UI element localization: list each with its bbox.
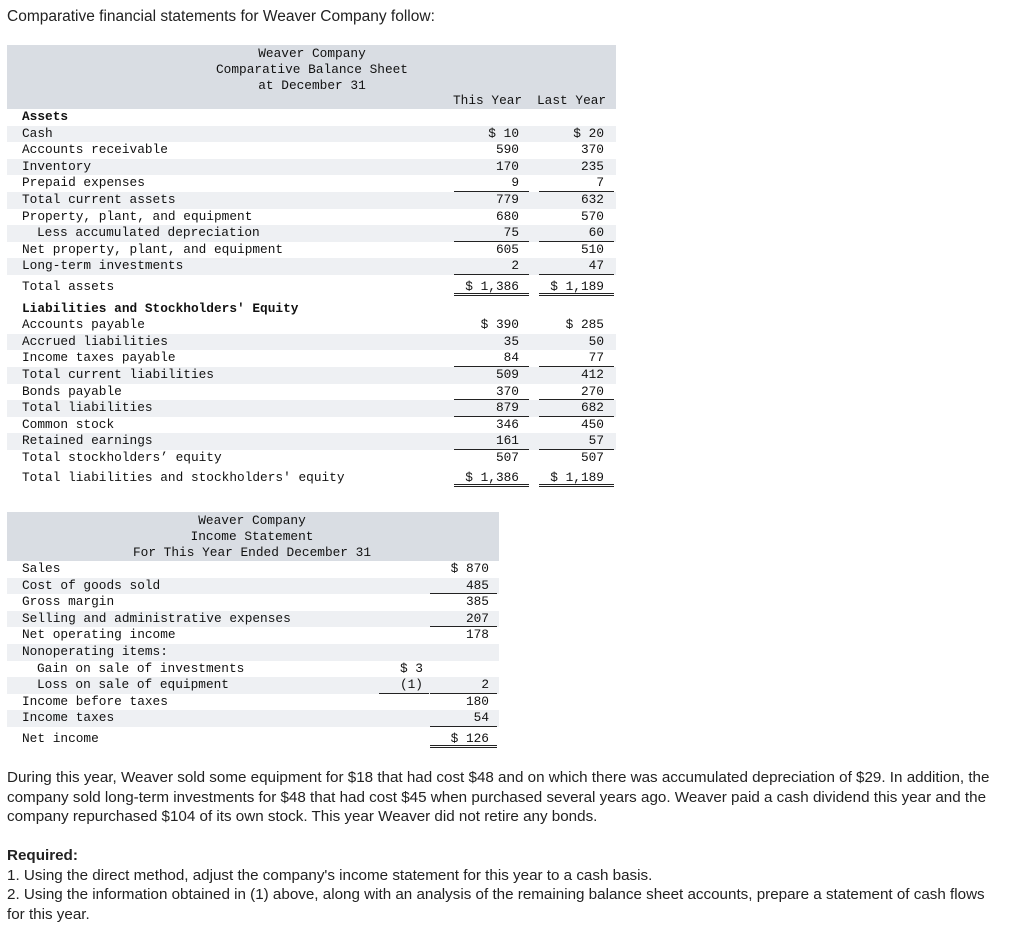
amount-value: 2 <box>430 677 497 694</box>
income-statement-header <box>7 512 499 561</box>
row-label: Total current liabilities <box>22 366 214 382</box>
this-year-value: 2 <box>454 258 529 275</box>
last-year-value: 235 <box>580 158 604 174</box>
table-row <box>7 450 616 467</box>
this-year-value: $ 10 <box>488 125 519 141</box>
table-row <box>7 578 499 595</box>
row-label: Cash <box>22 125 53 141</box>
subtotal-value: (1) <box>379 677 429 694</box>
table-row <box>7 594 499 611</box>
row-label: Net property, plant, and equipment <box>22 241 284 257</box>
last-year-value: 632 <box>580 191 604 207</box>
this-year-value: 779 <box>495 191 519 207</box>
subtotal-value <box>379 594 429 611</box>
subtotal-value <box>379 561 429 578</box>
required-section <box>7 846 992 924</box>
this-year-value: 75 <box>454 225 529 242</box>
balance-sheet-body <box>7 109 616 487</box>
row-label: Bonds payable <box>22 383 122 399</box>
last-year-value: $ 20 <box>573 125 604 141</box>
amount-value: 180 <box>465 693 489 709</box>
last-year-value: 57 <box>539 433 614 450</box>
income-statement <box>7 512 499 748</box>
row-label: Loss on sale of equipment <box>37 677 229 693</box>
col-last-year: Last Year <box>537 93 607 108</box>
is-title-statement: Income Statement <box>190 529 314 544</box>
row-label: Accounts payable <box>22 317 145 333</box>
this-year-value: 680 <box>495 208 519 224</box>
this-year-value: 161 <box>454 433 529 450</box>
row-label: Prepaid expenses <box>22 175 145 191</box>
table-row <box>7 561 499 578</box>
amount-value: 207 <box>430 611 497 628</box>
this-year-value: 879 <box>454 400 529 417</box>
table-row <box>7 677 499 694</box>
row-label: Total current assets <box>22 191 176 207</box>
row-label: Total stockholders’ equity <box>22 449 222 465</box>
table-row <box>7 627 499 644</box>
table-row <box>7 350 616 367</box>
required-title: Required: <box>7 847 78 864</box>
row-label: Accrued liabilities <box>22 333 168 349</box>
this-year-value: $ 390 <box>480 317 519 333</box>
last-year-value: 60 <box>539 225 614 242</box>
amount-value <box>430 644 497 661</box>
table-row <box>7 175 616 192</box>
assets-heading-row <box>7 109 616 126</box>
table-row <box>7 142 616 159</box>
row-label: Selling and administrative expenses <box>22 610 291 626</box>
subtotal-value <box>379 578 429 595</box>
row-label: Long-term investments <box>22 258 184 274</box>
row-label: Net income <box>22 730 99 746</box>
this-year-value: 84 <box>454 350 529 367</box>
this-year-value: 170 <box>495 158 519 174</box>
bs-title-date: at December 31 <box>258 78 366 93</box>
amount-value: 178 <box>465 627 489 643</box>
subtotal-value <box>379 710 429 727</box>
amount-value: 385 <box>465 594 489 610</box>
table-row <box>7 126 616 143</box>
row-label: Less accumulated depreciation <box>37 225 260 241</box>
last-year-value: 507 <box>580 449 604 465</box>
table-row <box>7 661 499 678</box>
last-year-value: 270 <box>539 384 614 401</box>
this-year-value: 509 <box>495 366 519 382</box>
col-this-year: This Year <box>453 93 523 108</box>
row-label: Common stock <box>22 416 115 432</box>
last-year-value: $ 285 <box>565 317 604 333</box>
table-row <box>7 433 616 450</box>
last-year-value: 7 <box>539 175 614 192</box>
row-label: Accounts receivable <box>22 142 168 158</box>
table-row <box>7 242 616 259</box>
amount-value: 485 <box>430 578 497 595</box>
last-year-value: 370 <box>580 142 604 158</box>
amount-value: $ 126 <box>430 731 497 748</box>
row-label: Income taxes <box>22 710 115 726</box>
intro-text: Comparative financial statements for Weaver Company follow: <box>7 8 435 25</box>
table-row <box>7 384 616 401</box>
row-label: Nonoperating items: <box>22 643 168 659</box>
last-year-value: 570 <box>580 208 604 224</box>
this-year-value: 507 <box>495 449 519 465</box>
this-year-value: $ 1,386 <box>454 279 529 296</box>
row-label: Total liabilities and stockholders' equity <box>22 470 345 486</box>
subtotal-value <box>379 644 429 661</box>
subtotal-value <box>379 694 429 711</box>
problem-paragraph: During this year, Weaver sold some equipment for $18 that had cost $48 and on which there was accumulated depreciation of $29. In addition, the company sold long-term investments for $48 that had cost $45 when purchased several years ago. Weaver paid a cash dividend this year and the company repurchased $104 of its own stock. This year Weaver did not retire any bonds. <box>7 769 990 825</box>
subtotal-value <box>379 731 429 748</box>
bs-title-company: Weaver Company <box>258 46 366 61</box>
amount-value <box>430 661 497 678</box>
last-year-value: 47 <box>539 258 614 275</box>
this-year-value: 605 <box>495 241 519 257</box>
this-year-value: $ 1,386 <box>454 470 529 487</box>
table-row <box>7 710 499 727</box>
row-label: Gain on sale of investments <box>37 660 245 676</box>
row-label: Retained earnings <box>22 433 153 449</box>
last-year-value: 77 <box>539 350 614 367</box>
amount-value: $ 870 <box>450 561 489 576</box>
table-row <box>7 159 616 176</box>
required-item-1: 1. Using the direct method, adjust the company's income statement for this year to a cash basis. <box>7 866 653 884</box>
last-year-value: 510 <box>580 241 604 257</box>
table-row <box>7 317 616 334</box>
table-row <box>7 225 616 242</box>
table-row <box>7 470 616 487</box>
last-year-value: 682 <box>539 400 614 417</box>
is-title-period: For This Year Ended December 31 <box>132 545 372 560</box>
row-label: Gross margin <box>22 594 115 610</box>
this-year-value: 35 <box>503 333 519 349</box>
this-year-value: 346 <box>495 416 519 432</box>
table-row <box>7 279 616 296</box>
table-row <box>7 694 499 711</box>
table-row <box>7 644 499 661</box>
this-year-value: 590 <box>495 142 519 158</box>
row-label: Cost of goods sold <box>22 577 161 593</box>
row-label: Total liabilities <box>22 400 153 416</box>
row-label: Income before taxes <box>22 693 168 709</box>
row-label: Total assets <box>22 278 115 294</box>
bs-title-statement: Comparative Balance Sheet <box>216 62 408 77</box>
row-label: Net operating income <box>22 627 176 643</box>
table-row <box>7 209 616 226</box>
liabilities-heading-row <box>7 301 616 318</box>
is-title-company: Weaver Company <box>198 513 306 528</box>
table-row <box>7 417 616 434</box>
required-item-2: 2. Using the information obtained in (1) above, along with an analysis of the remaining balance sheet accounts, prepare a statement of cash flows for this year. <box>7 886 985 923</box>
last-year-value: 50 <box>588 333 604 349</box>
table-row <box>7 400 616 417</box>
table-row <box>7 258 616 275</box>
income-statement-body <box>7 561 499 748</box>
subtotal-value: $ 3 <box>399 660 423 676</box>
subtotal-value <box>379 627 429 644</box>
row-label: Inventory <box>22 158 92 174</box>
table-row <box>7 731 499 748</box>
this-year-value: 370 <box>454 384 529 401</box>
table-row <box>7 367 616 384</box>
section-heading: Assets <box>22 109 69 124</box>
this-year-value: 9 <box>454 175 529 192</box>
amount-value: 54 <box>430 710 497 727</box>
row-label: Income taxes payable <box>22 350 176 366</box>
last-year-value: $ 1,189 <box>539 470 614 487</box>
last-year-value: $ 1,189 <box>539 279 614 296</box>
table-row <box>7 334 616 351</box>
last-year-value: 412 <box>580 366 604 382</box>
row-label: Property, plant, and equipment <box>22 208 253 224</box>
balance-sheet <box>7 45 616 487</box>
balance-sheet-header <box>7 45 616 109</box>
row-label: Sales <box>22 561 61 576</box>
table-row <box>7 611 499 628</box>
table-row <box>7 192 616 209</box>
last-year-value: 450 <box>580 416 604 432</box>
subtotal-value <box>379 611 429 628</box>
section-heading: Liabilities and Stockholders' Equity <box>22 300 299 316</box>
